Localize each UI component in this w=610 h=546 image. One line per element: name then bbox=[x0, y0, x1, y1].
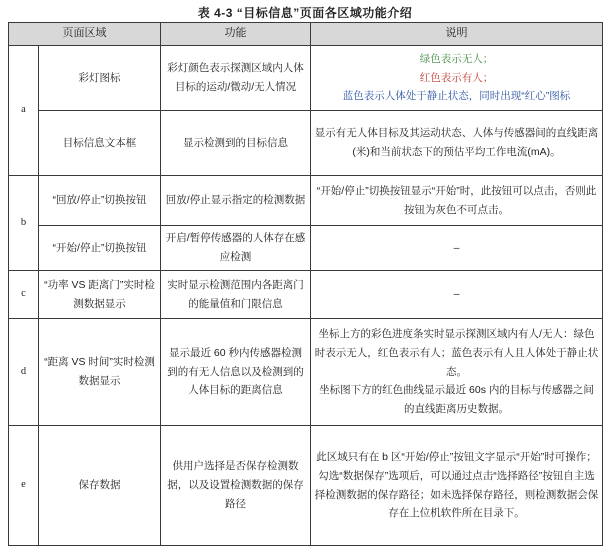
row-d bbox=[9, 319, 603, 426]
cell-b2-area: “开始/停止”切换按钮 bbox=[39, 226, 161, 271]
header-row bbox=[9, 23, 603, 46]
row-b1 bbox=[9, 176, 603, 226]
row-a2 bbox=[9, 111, 603, 176]
row-a1 bbox=[9, 46, 603, 111]
cell-a1-function: 彩灯颜色表示探测区域内人体目标的运动/微动/无人情况 bbox=[161, 46, 311, 111]
cell-e-description bbox=[311, 426, 603, 546]
cell-b2-description: – bbox=[311, 226, 603, 271]
cell-c-description: – bbox=[311, 271, 603, 319]
cell-b1-function: 回放/停止显示指定的检测数据 bbox=[161, 176, 311, 226]
cell-a2-function: 显示检测到的目标信息 bbox=[161, 111, 311, 176]
cell-b1-description: “开始/停止”切换按钮显示“开始”时，此按钮可以点击，否则此按钮为灰色不可点击。 bbox=[311, 176, 603, 226]
cell-b1-area: “回放/停止”切换按钮 bbox=[39, 176, 161, 226]
cell-e-function: 供用户选择是否保存检测数据，以及设置检测数据的保存路径 bbox=[161, 426, 311, 546]
header-description: 说明 bbox=[311, 23, 603, 46]
function-table bbox=[8, 22, 603, 546]
row-letter-d: d bbox=[9, 319, 39, 426]
desc-line-green: 绿色表示无人； bbox=[419, 52, 494, 65]
cell-d-function: 显示最近 60 秒内传感器检测到的有无人信息以及检测到的人体目标的距离信息 bbox=[161, 319, 311, 426]
cell-c-function: 实时显示检测范围内各距离门的能量值和门限信息 bbox=[161, 271, 311, 319]
desc-paragraph-1: 坐标上方的彩色进度条实时显示探测区域内有人/无人：绿色时表示无人，红色表示有人；蓝色表示有人且人体处于静止状态。 bbox=[314, 327, 599, 378]
desc-line-red: 红色表示有人； bbox=[419, 71, 494, 84]
desc-paragraph-1: 此区域只有在 b 区“开始/停止”按钮文字显示“开始”时可操作； bbox=[316, 450, 597, 463]
row-b2 bbox=[9, 226, 603, 271]
table-title: 表 4-3 “目标信息”页面各区域功能介绍 bbox=[197, 6, 413, 20]
cell-a2-area: 目标信息文本框 bbox=[39, 111, 161, 176]
header-function: 功能 bbox=[161, 23, 311, 46]
cell-a2-description: 显示有无人体目标及其运动状态、人体与传感器间的直线距离(米)和当前状态下的预估平均工作电流(mA)。 bbox=[311, 111, 603, 176]
cell-b2-function: 开启/暂停传感器的人体存在感应检测 bbox=[161, 226, 311, 271]
cell-e-area: 保存数据 bbox=[39, 426, 161, 546]
desc-line-blue: 蓝色表示人体处于静止状态，同时出现“红心”图标 bbox=[342, 90, 571, 103]
row-letter-b: b bbox=[9, 176, 39, 271]
header-page-area: 页面区域 bbox=[9, 23, 161, 46]
row-e bbox=[9, 426, 603, 546]
cell-d-description bbox=[311, 319, 603, 426]
cell-a1-area: 彩灯图标 bbox=[39, 46, 161, 111]
desc-paragraph-2: 坐标图下方的红色曲线显示最近 60s 内的目标与传感器之间的直线距离历史数据。 bbox=[319, 384, 594, 416]
cell-a1-description bbox=[311, 46, 603, 111]
row-c bbox=[9, 271, 603, 319]
cell-c-area: “功率 VS 距离门”实时检测数据显示 bbox=[39, 271, 161, 319]
cell-d-area: “距离 VS 时间”实时检测数据显示 bbox=[39, 319, 161, 426]
row-letter-c: c bbox=[9, 271, 39, 319]
row-letter-e: e bbox=[9, 426, 39, 546]
row-letter-a: a bbox=[9, 46, 39, 176]
desc-paragraph-2: 勾选“数据保存”选项后，可以通过点击“选择路径”按钮自主选择检测数据的保存路径；如未选择保存路径，则检测数据会保存在上位机软件所在目录下。 bbox=[314, 469, 599, 520]
